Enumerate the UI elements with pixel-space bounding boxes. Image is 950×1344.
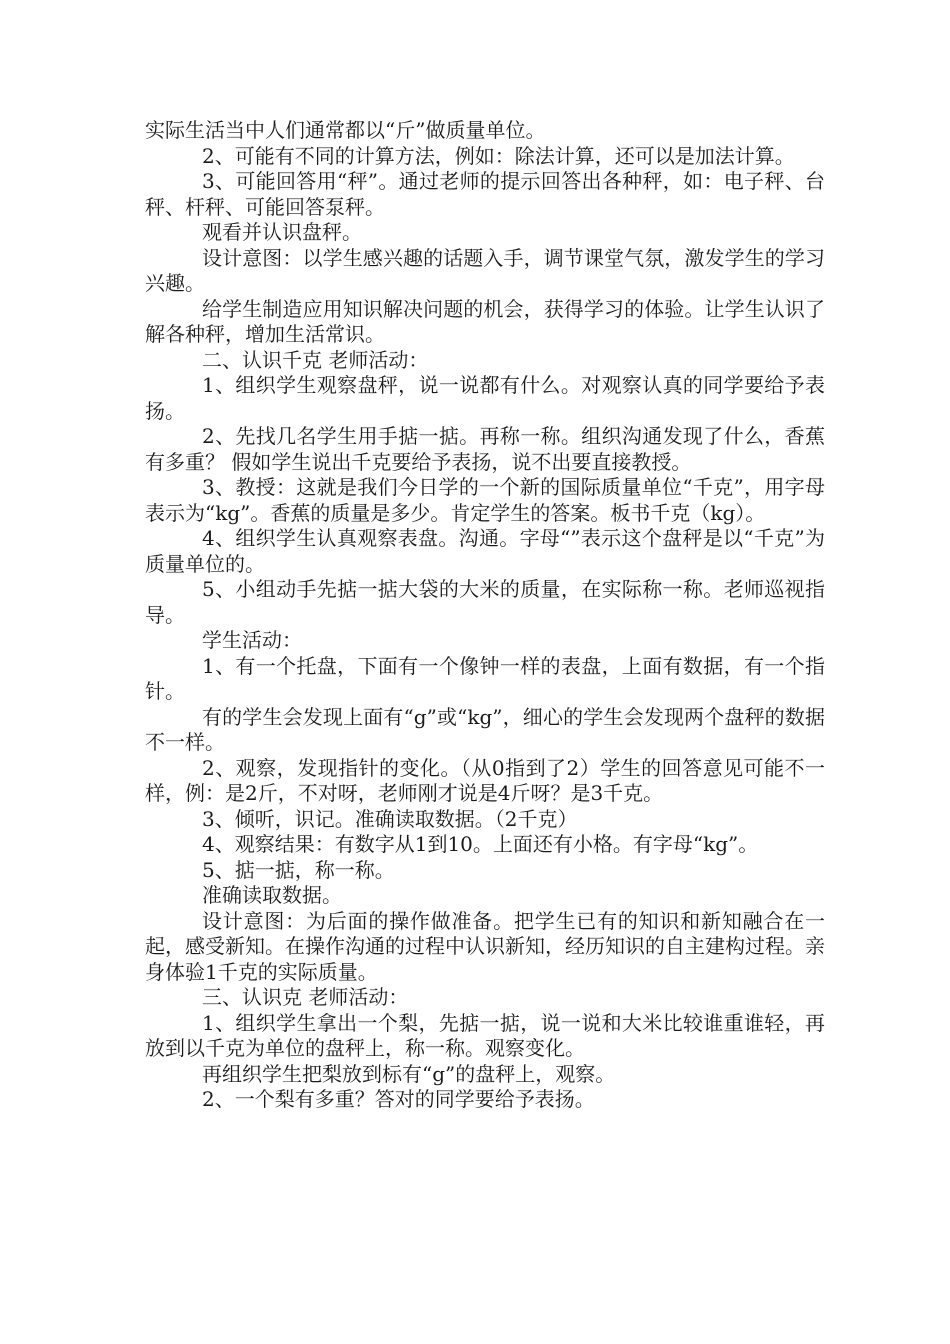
paragraph: 3、教授：这就是我们今日学的一个新的国际质量单位“千克”，用字母表示为“kg”。香蕉的质量是多少。肯定学生的答案。板书千克（kg）。 [145, 475, 825, 525]
paragraph: 5、掂一掂，称一称。 [202, 857, 395, 882]
paragraph: 1、组织学生拿出一个梨，先掂一掂，说一说和大米比较谁重谁轻，再放到以千克为单位的盘秤上，称一称。观察变化。 [145, 1010, 825, 1060]
paragraph: 4、观察结果：有数字从1到10。上面还有小格。有字母“kg”。 [202, 832, 759, 856]
paragraph: 2、一个梨有多重？答对的同学要给予表扬。 [202, 1087, 595, 1111]
subsection-heading: 学生活动： [202, 628, 302, 652]
section-heading: 二、认识千克 老师活动： [202, 347, 429, 372]
paragraph: 有的学生会发现上面有“g”或“kg”，细心的学生会发现两个盘秤的数据不一样。 [145, 704, 825, 754]
paragraph: 设计意图：以学生感兴趣的话题入手，调节课堂气氛，激发学生的学习兴趣。 [145, 245, 825, 295]
paragraph: 2、先找几名学生用手掂一掂。再称一称。组织沟通发现了什么，香蕉有多重？ 假如学生说出千克要给予表扬，说不出要直接教授。 [145, 424, 825, 474]
paragraph: 1、组织学生观察盘秤，说一说都有什么。对观察认真的同学要给予表扬。 [145, 373, 825, 423]
paragraph: 4、组织学生认真观察表盘。沟通。字母“”表示这个盘秤是以“千克”为质量单位的。 [145, 526, 825, 576]
paragraph: 2、观察，发现指针的变化。（从0指到了2）学生的回答意见可能不一样，例：是2斤，不对呀，老师刚才说是4斤呀？是3千克。 [145, 755, 825, 805]
paragraph: 给学生制造应用知识解决问题的机会，获得学习的体验。让学生认识了解各种秤，增加生活常识。 [145, 296, 825, 346]
paragraph: 5、小组动手先掂一掂大袋的大米的质量，在实际称一称。老师巡视指导。 [145, 577, 825, 627]
paragraph: 观看并认识盘秤。 [202, 220, 362, 244]
section-heading: 三、认识克 老师活动： [202, 985, 409, 1009]
paragraph: 1、有一个托盘，下面有一个像钟一样的表盘，上面有数据，有一个指针。 [145, 653, 825, 703]
paragraph: 设计意图：为后面的操作做准备。把学生已有的知识和新知融合在一起，感受新知。在操作沟通的过程中认识新知，经历知识的自主建构过程。亲身体验1千克的实际质量。 [145, 908, 825, 984]
paragraph: 准确读取数据。 [202, 883, 342, 907]
document-body [145, 118, 825, 1113]
paragraph: 2、可能有不同的计算方法，例如：除法计算，还可以是加法计算。 [202, 143, 795, 168]
paragraph: 再组织学生把梨放到标有“g”的盘秤上，观察。 [202, 1061, 616, 1086]
paragraph: 3、倾听，识记。准确读取数据。（2千克） [202, 806, 578, 831]
paragraph: 3、可能回答用“秤”。通过老师的提示回答出各种秤，如：电子秤、台秤、杆秤、可能回答泵秤。 [145, 169, 825, 219]
paragraph: 实际生活当中人们通常都以“斤”做质量单位。 [145, 118, 546, 142]
